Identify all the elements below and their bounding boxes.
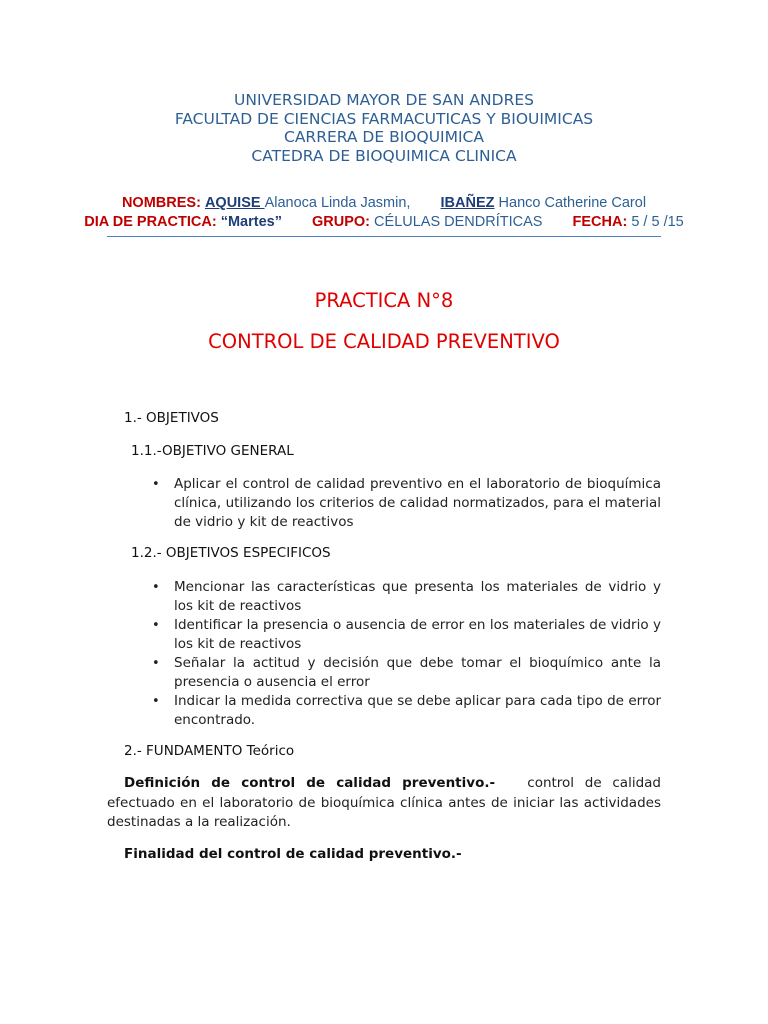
list-item: • Identificar la presencia o ausencia de error en los materiales de vidrio y los kit de reactivos: [152, 617, 661, 652]
date-label: FECHA:: [572, 214, 628, 230]
chair-name: CATEDRA DE BIOQUIMICA CLINICA: [251, 146, 517, 165]
definition-term: Definición de control de calidad preventivo.-: [124, 775, 496, 791]
general-objective-heading: 1.1.-OBJETIVO GENERAL: [131, 443, 294, 459]
student1-name: Alanoca Linda Jasmin,: [264, 195, 411, 211]
header-divider: [107, 236, 661, 237]
theory-heading: 2.- FUNDAMENTO Teórico: [124, 743, 295, 759]
names-label: NOMBRES:: [121, 195, 201, 211]
definition-text: control de calidad efectuado en el laboratorio de bioquímica clínica antes de iniciar las actividades destinadas a la realización.: [107, 775, 661, 830]
practice-day-value: “Martes”: [220, 214, 282, 230]
student2-name: Hanco Catherine Carol: [498, 195, 647, 211]
practice-day-label: DIA DE PRACTICA: [84, 214, 212, 230]
student1-surname: AQUISE: [204, 195, 265, 211]
student2-surname: IBAÑEZ: [440, 195, 495, 211]
practice-title: PRACTICA N°8: [314, 289, 454, 312]
career-name: CARRERA DE BIOQUIMICA: [284, 128, 484, 146]
group-label: GRUPO:: [312, 214, 371, 230]
specific-objectives-list: [152, 578, 661, 730]
faculty-name: FACULTAD DE CIENCIAS FARMACUTICAS Y BIOUIMICAS: [174, 109, 594, 128]
list-item: • Señalar la actitud y decisión que debe tomar el bioquímico ante la presencia o ausencia el error: [152, 655, 661, 690]
names-line: [0, 195, 768, 211]
definition-paragraph: [107, 774, 661, 833]
general-objective-list: [152, 475, 661, 532]
section-objectives-heading: 1.- OBJETIVOS: [124, 410, 219, 426]
specific-objectives-heading: 1.2.- OBJETIVOS ESPECIFICOS: [131, 545, 331, 561]
list-item: • Mencionar las características que presenta los materiales de vidrio y los kit de reactivos: [152, 579, 661, 614]
group-value: CÉLULAS DENDRÍTICAS: [374, 214, 543, 230]
date-value: 5 / 5 /15: [631, 214, 684, 230]
practice-info-line: DIA DE PRACTICA: “Martes” GRUPO: CÉLULAS DENDRÍTICAS FECHA: 5 / 5 /15: [84, 214, 684, 230]
university-name: UNIVERSIDAD MAYOR DE SAN ANDRES: [234, 91, 534, 109]
purpose-heading: Finalidad del control de calidad preventivo.-: [124, 846, 462, 862]
list-item: • Indicar la medida correctiva que se debe aplicar para cada tipo de error encontrado.: [152, 693, 661, 728]
list-item: • Aplicar el control de calidad preventivo en el laboratorio de bioquímica clínica, utilizando los criterios de calidad normatizados, para el material de vidrio y kit de reactivos: [152, 476, 661, 530]
institution-header: [0, 91, 768, 165]
practice-subject: CONTROL DE CALIDAD PREVENTIVO: [208, 330, 560, 353]
